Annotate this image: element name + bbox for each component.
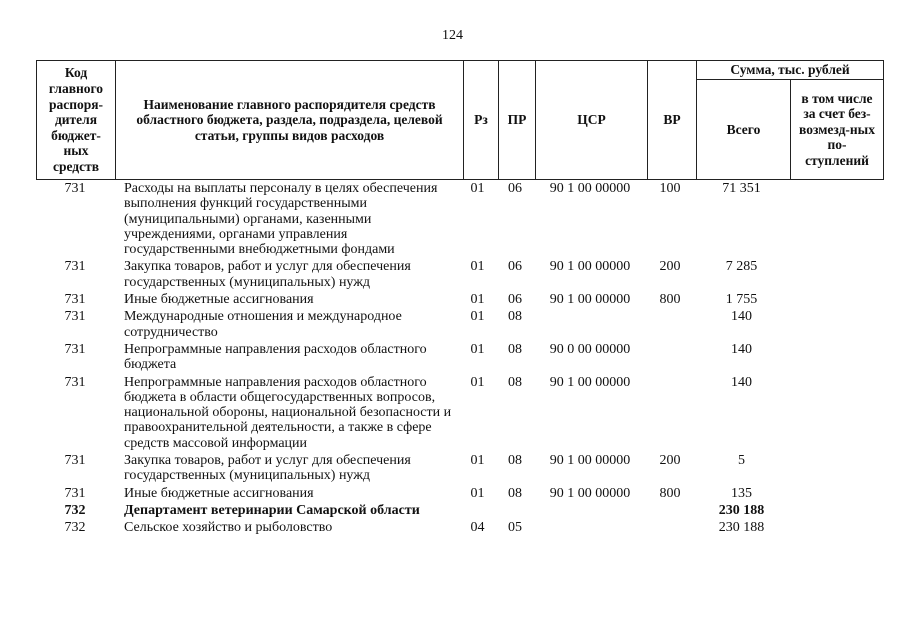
cell-name: Расходы на выплаты персоналу в целях обеспечения выполнения функций государственными (муниципальными) органами, казенными учреждениями, органами управления государственными внебюджетными фондами [124,181,438,258]
cell-vr: 800 [659,485,681,501]
cell-pr: 08 [508,485,522,501]
cell-name: Иные бюджетные ассигнования [124,292,314,308]
header-pr: ПР [498,60,536,180]
cell-name: Сельское хозяйство и рыболовство [124,520,333,536]
cell-kod: 731 [64,292,86,308]
cell-csr: 90 1 00 00000 [549,181,631,196]
cell-rz: 01 [470,341,485,357]
cell-vsego: 71 351 [722,181,761,196]
table-row [36,309,884,340]
table-row [36,181,884,257]
cell-csr: 90 1 00 00000 [549,453,631,469]
cell-vr: 200 [659,259,681,275]
cell-pr: 08 [508,341,522,357]
cell-pr: 06 [508,181,522,196]
table-row [36,503,884,518]
cell-rz: 01 [470,309,485,325]
table-row [36,259,884,290]
cell-rz: 01 [470,374,485,390]
header-name: Наименование главного распорядителя средств областного бюджета, раздела, подраздела, целевой статьи, группы видов расходов [115,60,464,180]
cell-rz: 01 [470,485,485,501]
page-number: 124 [442,28,463,43]
cell-vr: 800 [659,292,681,308]
cell-name: Департамент ветеринарии Самарской области [124,502,420,518]
cell-kod: 732 [64,520,86,536]
cell-vsego: 1 755 [725,292,758,308]
header-kod: Код главного распоря-дителя бюджет-ных средств [36,60,116,180]
table-row [36,486,884,501]
header-vsego: Всего [696,79,791,180]
cell-kod: 731 [64,181,86,196]
cell-name: Непрограммные направления расходов областного бюджета [124,341,427,373]
cell-name: Закупка товаров, работ и услуг для обеспечения государственных (муниципальных) нужд [124,453,411,484]
cell-vsego: 140 [731,341,752,357]
cell-pr: 06 [508,259,522,275]
cell-kod: 731 [64,309,86,325]
cell-vsego: 140 [731,309,752,325]
header-bezvozmezd: в том числе за счет без-возмезд-ных по-ступлений [790,79,884,180]
cell-kod: 731 [64,453,86,469]
cell-rz: 04 [470,520,485,536]
cell-kod: 731 [64,374,86,390]
cell-pr: 08 [508,453,522,469]
cell-rz: 01 [470,181,485,196]
table-body [36,181,884,538]
cell-name: Непрограммные направления расходов областного бюджета в области общегосударственных вопросов, национальной обороны, национальной безопасности и правоохранительной деятельности, а также в сфере средств массовой информации [124,374,452,451]
cell-csr: 90 1 00 00000 [549,292,631,308]
cell-csr: 90 1 00 00000 [549,374,631,390]
cell-rz: 01 [470,259,485,275]
cell-csr: 90 0 00 00000 [549,341,631,357]
cell-pr: 06 [508,292,522,308]
table-row [36,292,884,307]
cell-rz: 01 [470,292,485,308]
cell-pr: 08 [508,309,522,325]
cell-kod: 731 [64,485,86,501]
cell-vr: 200 [659,453,681,469]
cell-vsego: 5 [738,453,745,469]
cell-pr: 05 [508,520,522,536]
cell-kod: 731 [64,341,86,357]
cell-vsego: 135 [731,485,752,501]
cell-pr: 08 [508,374,522,390]
header-vr: ВР [647,60,697,180]
cell-vsego: 230 188 [718,520,765,536]
cell-vsego: 140 [731,374,752,390]
header-csr: ЦСР [535,60,648,180]
cell-csr: 90 1 00 00000 [549,259,631,275]
cell-name: Международные отношения и международное сотрудничество [124,309,402,340]
cell-kod: 732 [64,502,86,518]
table-row [36,453,884,484]
cell-vsego: 7 285 [725,259,758,275]
header-summa: Сумма, тыс. рублей [696,60,884,80]
table-row [36,375,884,451]
table-row [36,342,884,373]
cell-kod: 731 [64,259,86,275]
cell-vsego: 230 188 [718,502,765,518]
table-row [36,520,884,535]
cell-vr: 100 [659,181,681,196]
header-rz: Рз [463,60,499,180]
cell-rz: 01 [470,453,485,469]
table-header [36,60,884,180]
cell-name: Иные бюджетные ассигнования [124,485,314,501]
cell-name: Закупка товаров, работ и услуг для обеспечения государственных (муниципальных) нужд [124,259,411,290]
cell-csr: 90 1 00 00000 [549,485,631,501]
